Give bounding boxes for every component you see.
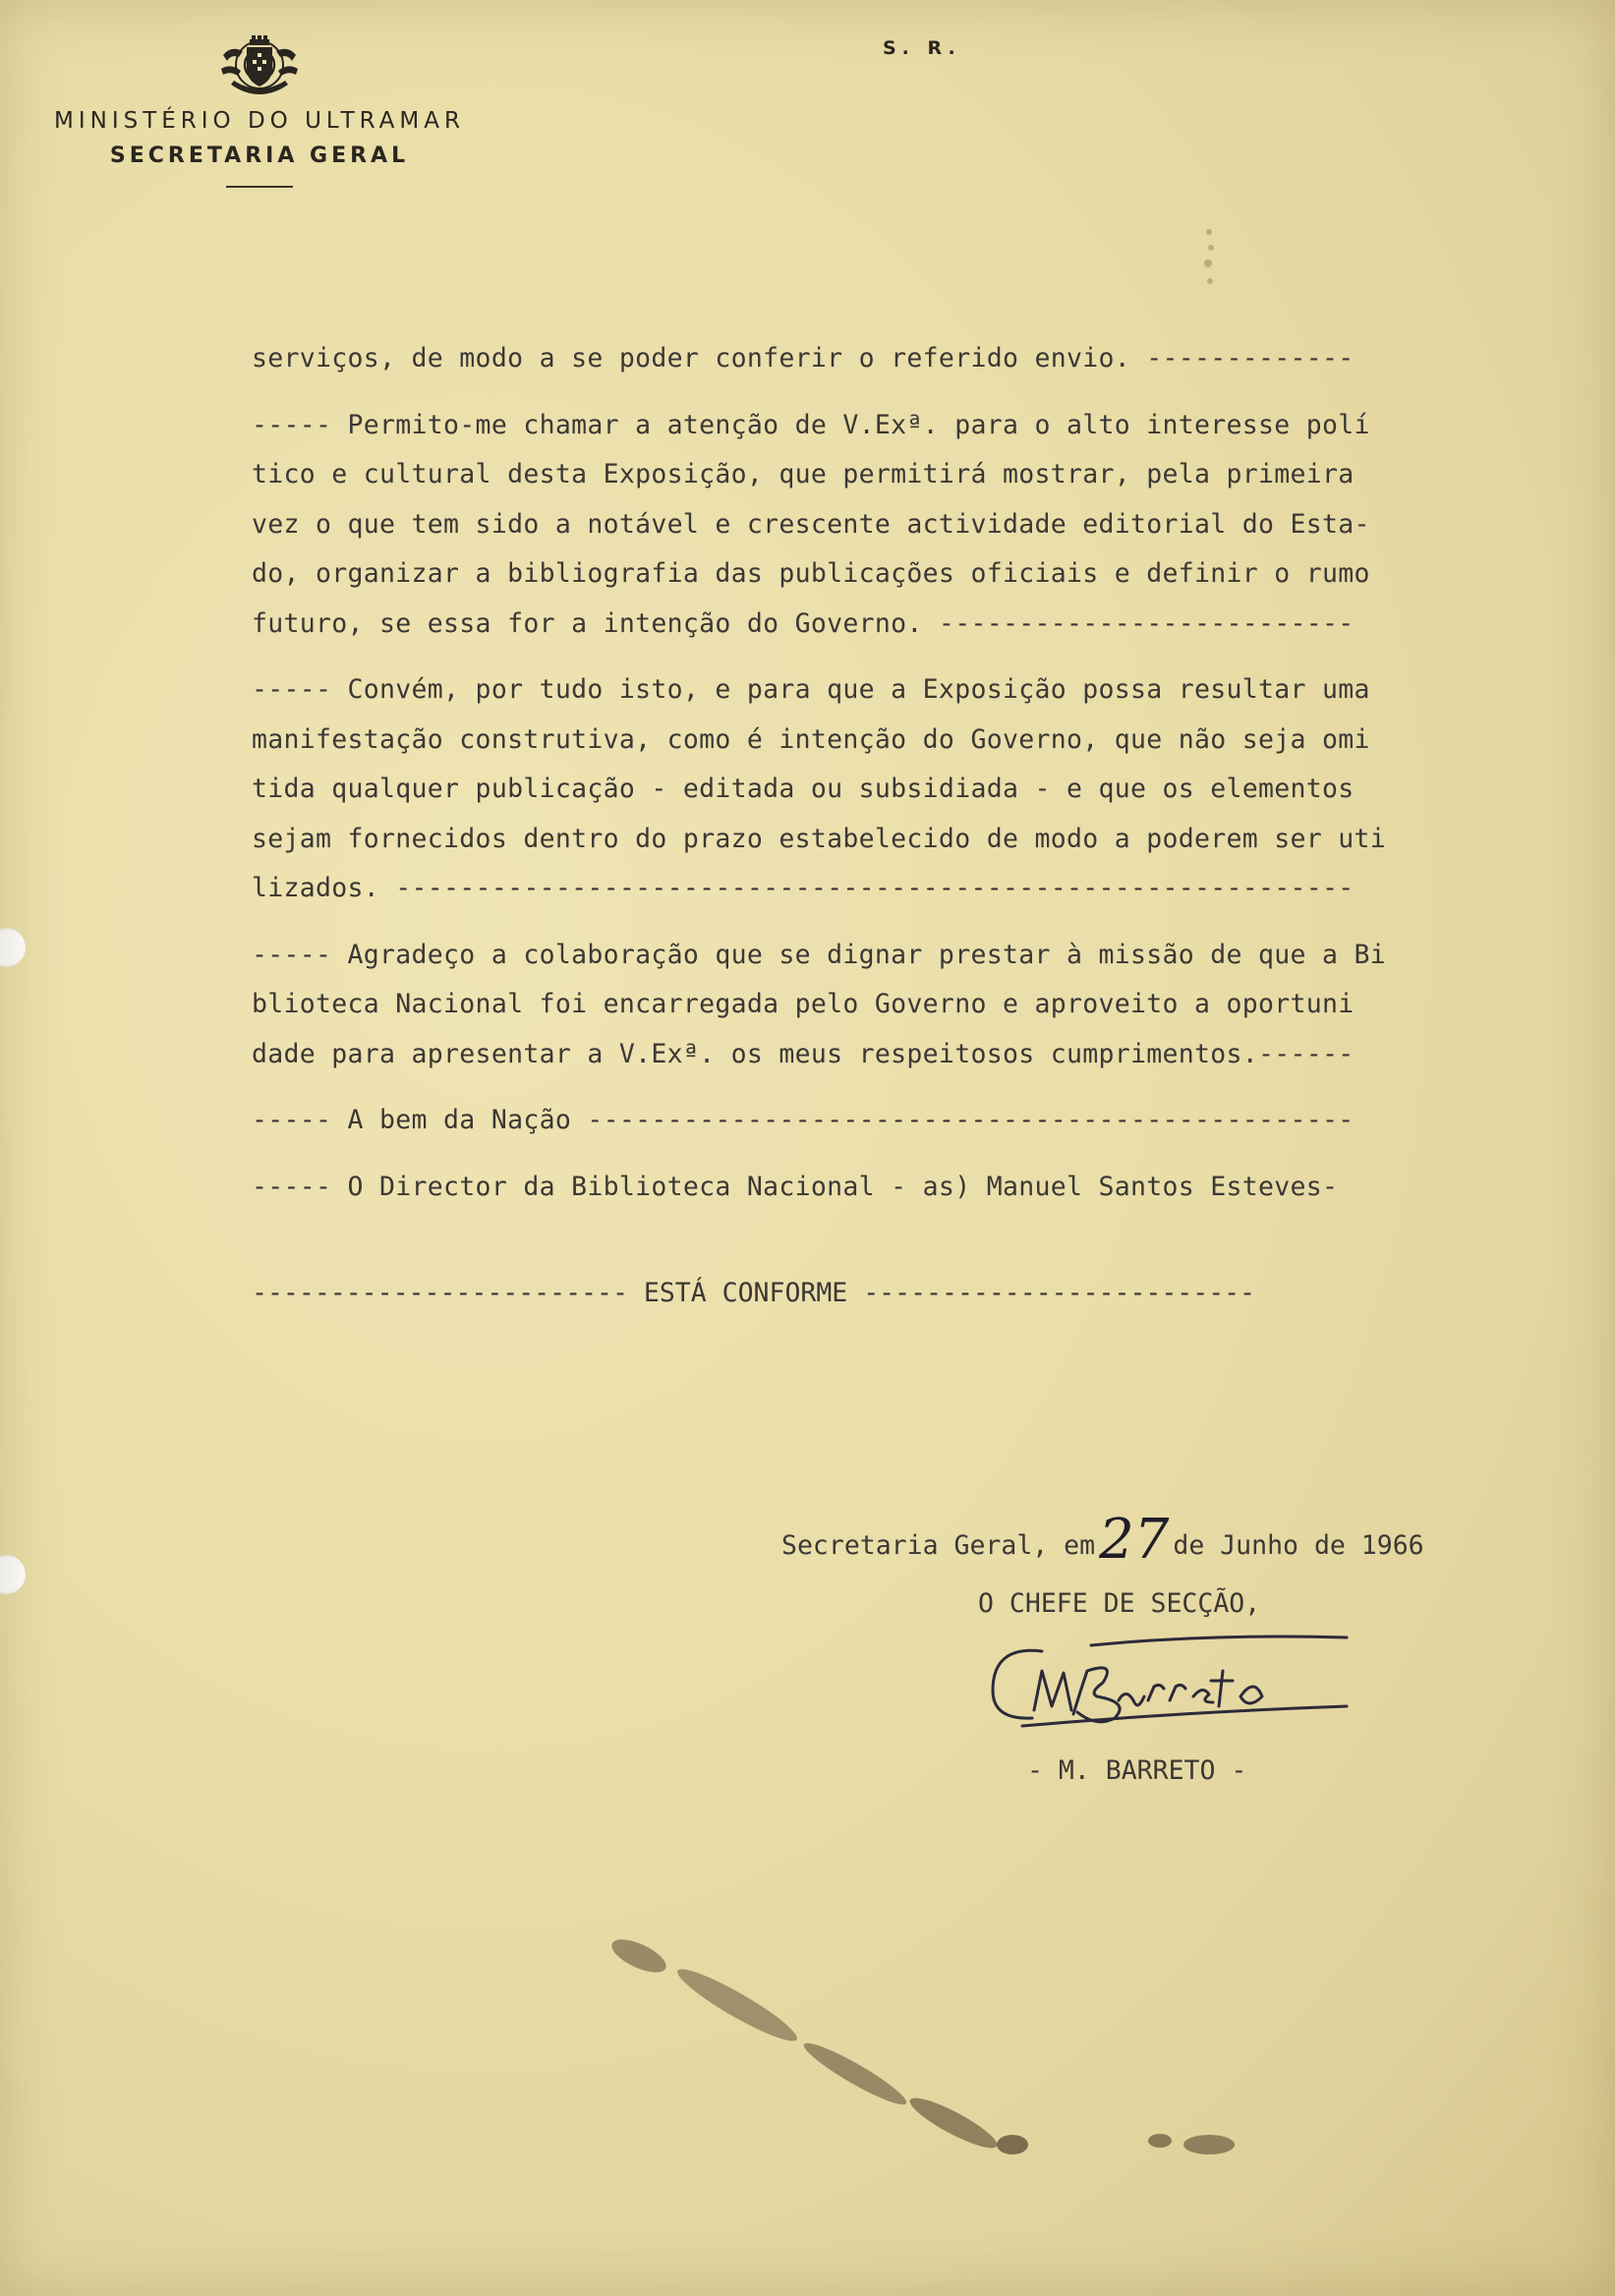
paragraph: ----- Agradeço a colaboração que se dignar prestar à missão de que a Bi blioteca Nacional foi encarregada pelo Governo e aproveito a oportuni dade para apresentar a V.Exª. os meus respeitosos cumprimentos.------ — [252, 939, 1387, 1069]
signer-name: - M. BARRETO - — [1027, 1755, 1247, 1786]
classification-mark: S. R. — [883, 37, 961, 59]
letterhead — [24, 35, 495, 188]
date-line — [781, 1504, 1424, 1572]
ministry-name: MINISTÉRIO DO ULTRAMAR — [54, 108, 465, 134]
department-name: SECRETARIA GERAL — [109, 144, 410, 168]
paragraph: ----- Permito-me chamar a atenção de V.Exª. para o alto interesse polí tico e cultural desta Exposição, que permitirá mostrar, pela primeira vez o que tem sido a notável e crescente actividade editorial do Esta- do, organizar a bibliografia das publicações oficiais e definir o rumo futuro, se essa for a intenção do Governo. -------------------------- — [252, 409, 1370, 639]
punch-hole — [0, 1555, 26, 1594]
paragraph: ----- O Director da Biblioteca Nacional - as) Manuel Santos Esteves- — [252, 1171, 1339, 1202]
paragraph: ----- Convém, por tudo isto, e para que a Exposição possa resultar uma manifestação construtiva, como é intenção do Governo, que não seja omi tida qualquer publicação - editada ou subsidiada - e que os elementos sejam fornecidos dentro do prazo estabelecido de modo a poderem ser uti lizados. ------------------------------------------------------------ — [252, 674, 1387, 903]
letterhead-divider — [226, 186, 293, 188]
stain-mark — [580, 1926, 1268, 2182]
letter-body — [252, 334, 1492, 1229]
paragraph: ----- A bem da Nação ------------------------------------------------ — [252, 1105, 1355, 1135]
closing-block — [781, 1504, 1424, 1786]
signature-icon — [983, 1632, 1356, 1750]
place-prefix: Secretaria Geral, em — [781, 1530, 1096, 1561]
chief-title: O CHEFE DE SECÇÃO, — [978, 1588, 1261, 1619]
paragraph: serviços, de modo a se poder conferir o referido envio. ------------- — [252, 343, 1355, 373]
certification-line: ------------------------ ESTÁ CONFORME ------------------------- — [252, 1278, 1256, 1308]
month-year: de Junho de 1966 — [1173, 1530, 1424, 1561]
punch-hole — [0, 928, 26, 967]
pin-mark-icon — [1195, 224, 1225, 293]
coat-of-arms-icon — [217, 35, 302, 100]
handwritten-day: 27 — [1099, 1508, 1170, 1572]
